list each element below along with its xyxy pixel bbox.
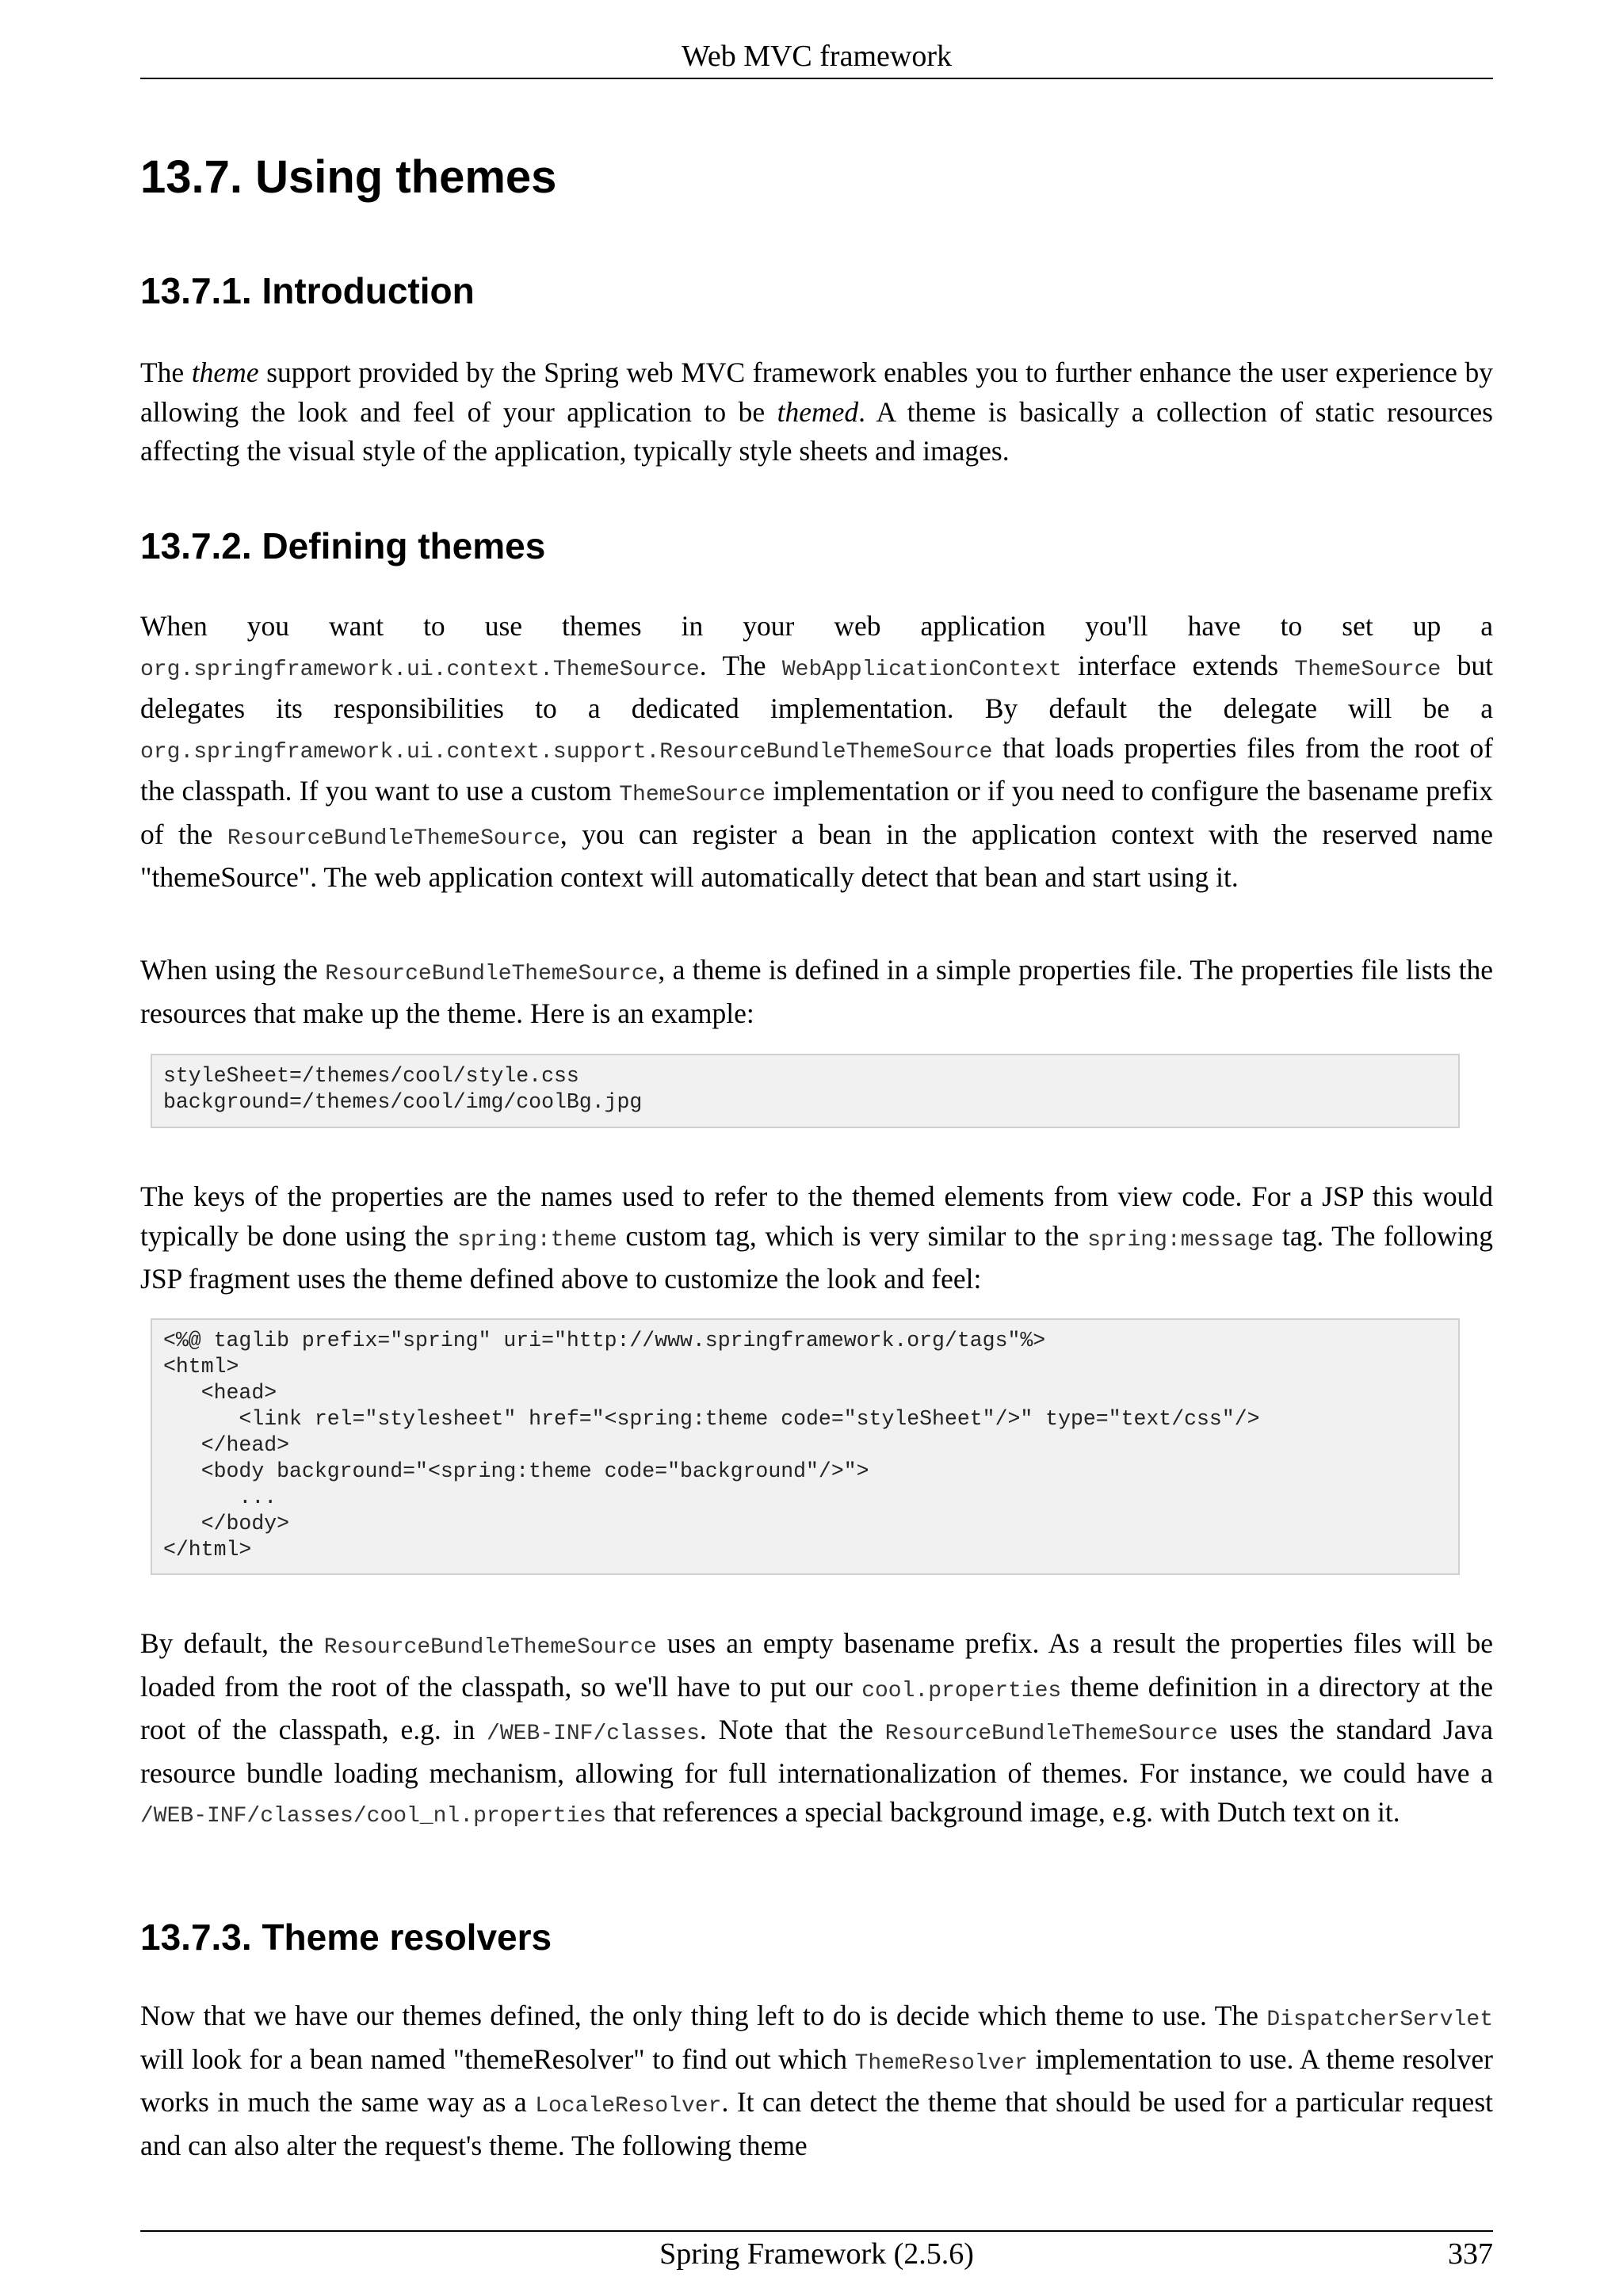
emphasis-theme: theme — [191, 357, 259, 388]
code-themesource-fqn: org.springframework.ui.context.ThemeSource — [140, 657, 700, 682]
paragraph-defining-2 — [140, 951, 1493, 1033]
text-run: By default, the — [140, 1627, 324, 1659]
text-run: but delegates its responsibilities to a dedicated implementation. By default the delegate will be a — [140, 649, 1493, 724]
text-run: Now that we have our themes defined, the only thing left to do is decide which theme to use. The — [140, 2000, 1267, 2031]
text-run: that references a special background image, e.g. with Dutch text on it. — [606, 1796, 1400, 1828]
text-run: interface extends — [1061, 649, 1295, 681]
paragraph-defining-1 — [140, 607, 1493, 898]
text-run: uses the standard Java resource bundle loading mechanism, allowing for full internationalization of themes. For instance, we could have a — [140, 1714, 1493, 1789]
code-resourcebundlethemesource: ResourceBundleThemeSource — [323, 1635, 657, 1660]
text-run: uses an empty basename prefix. As a result the properties files will be loaded from the root of the classpath, so we'll have to put our — [140, 1627, 1494, 1703]
code-resourcebundlethemesource: ResourceBundleThemeSource — [325, 962, 659, 986]
code-spring-theme: spring:theme — [457, 1227, 617, 1253]
text-run: custom tag, which is very similar to the — [617, 1219, 1088, 1252]
text-run: The keys of the properties are the names used to refer to the themed elements from view code. For a JSP this would typically be done using the — [140, 1180, 1493, 1252]
code-resourcebundlethemesource-fqn: org.springframework.ui.context.support.ResourceBundleThemeSource — [140, 739, 993, 765]
text-run: When you want to use themes in your web application you'll have to set up a — [140, 610, 1493, 642]
text-run: . Note that the — [699, 1714, 885, 1745]
paragraph-defining-4 — [140, 1624, 1493, 1836]
code-resourcebundlethemesource: ResourceBundleThemeSource — [884, 1722, 1218, 1746]
text-run: . It can detect the theme that should be used for a particular request and can also alter the request's theme. The following theme — [140, 2086, 1493, 2161]
running-header — [140, 35, 1493, 79]
text-run: . The — [699, 649, 782, 681]
text-run: theme definition in a directory at the root of the classpath, e.g. in — [140, 1670, 1494, 1745]
code-themesource: ThemeSource — [1294, 657, 1442, 682]
code-block-properties: styleSheet=/themes/cool/style.css background=/themes/cool/img/coolBg.jpg — [151, 1054, 1460, 1128]
code-cool-nl-properties: /WEB-INF/classes/cool_nl.properties — [140, 1804, 607, 1829]
running-footer — [140, 2230, 1493, 2276]
heading-theme-resolvers: 13.7.3. Theme resolvers — [140, 1917, 552, 1958]
text-run: implementation or if you need to configure the basename prefix of the — [140, 775, 1493, 850]
code-web-inf-classes: /WEB-INF/classes — [487, 1722, 700, 1746]
text-run: , you can register a bean in the application context with the reserved name "themeSource". The web application context will automatically detect that bean and start using it. — [140, 818, 1493, 893]
text-run: The — [140, 357, 192, 388]
text-run: . A theme is basically a collection of static resources affecting the visual style of the application, typically style sheets and images. — [140, 395, 1493, 467]
text-run: implementation to use. A theme resolver works in much the same way as a — [140, 2042, 1493, 2118]
header-title: Web MVC framework — [682, 40, 952, 73]
code-themeresolver: ThemeResolver — [854, 2050, 1028, 2076]
code-block-jsp: <%@ taglib prefix="spring" uri="http://www.springframework.org/tags"%> <html> <head> <link rel="stylesheet" href="<spring:theme code="styleSheet"/>" type="text/css"/> </head> <body background="<spring:theme code="background"/>"> ... </body> </html> — [151, 1318, 1460, 1575]
section-title: 13.7. Using themes — [140, 151, 557, 203]
page-number: 337 — [1448, 2237, 1493, 2271]
emphasis-themed: themed — [777, 395, 859, 428]
heading-defining-themes: 13.7.2. Defining themes — [140, 525, 546, 566]
code-webapplicationcontext: WebApplicationContext — [781, 657, 1062, 682]
text-run: will look for a bean named "themeResolver" to find out which — [140, 2042, 855, 2075]
code-localeresolver: LocaleResolver — [535, 2094, 722, 2119]
paragraph-introduction — [140, 353, 1493, 471]
text-run: , a theme is defined in a simple properties file. The properties file lists the resources that make up the theme. Here is an example: — [140, 954, 1494, 1029]
paragraph-defining-3 — [140, 1177, 1493, 1299]
code-resourcebundlethemesource: ResourceBundleThemeSource — [227, 826, 560, 851]
code-dispatcherservlet: DispatcherServlet — [1266, 2008, 1493, 2032]
footer-title: Spring Framework (2.5.6) — [659, 2237, 974, 2271]
text-run: tag. The following JSP fragment uses the theme defined above to customize the look and feel: — [140, 1219, 1494, 1295]
paragraph-resolvers-1 — [140, 1997, 1493, 2165]
text-run: support provided by the Spring web MVC framework enables you to further enhance the user experience by allowing the look and feel of your application to be — [140, 357, 1493, 428]
heading-introduction: 13.7.1. Introduction — [140, 270, 475, 311]
code-cool-properties: cool.properties — [861, 1678, 1062, 1703]
text-run: When using the — [140, 954, 326, 986]
code-themesource: ThemeSource — [619, 783, 766, 807]
code-spring-message: spring:message — [1087, 1227, 1274, 1253]
text-run: that loads properties files from the root of the classpath. If you want to use a custom — [140, 731, 1493, 807]
